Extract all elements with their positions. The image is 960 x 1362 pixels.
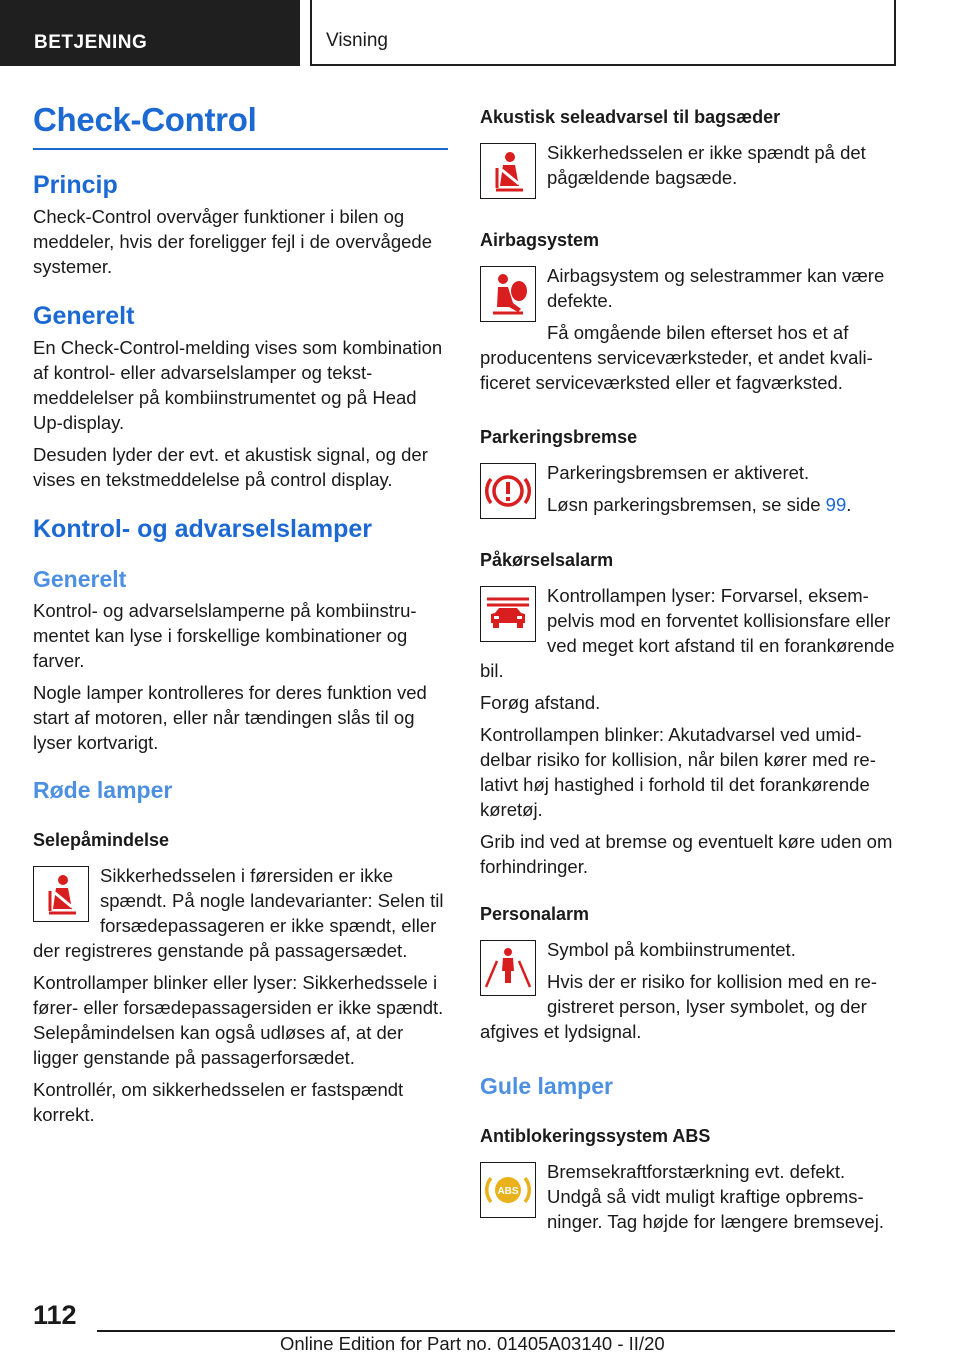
collision-paragraph-3: Kontrollampen blinker: Akutadvarsel ved umiddelbar risiko for kollision, når bilen kører med relativt høj hastighed i forhold til det forankørende køretøj. xyxy=(480,724,876,820)
lamp-abs xyxy=(480,1159,898,1241)
airbag-paragraph-1: Airbagsystem og selestrammer kan være defekte. xyxy=(547,265,885,311)
rear-paragraph-1: Sikkerhedsselen er ikke spændt på det pågældende bagsæde. xyxy=(547,142,866,188)
heading-princip: Princip xyxy=(33,171,118,199)
page-title: Check-Control xyxy=(33,100,448,150)
collision-paragraph-4: Grib ind ved at bremse og eventuelt køre uden om forhindringer. xyxy=(480,831,893,877)
abs-warning-icon xyxy=(480,1162,536,1218)
page-link-99[interactable]: 99 xyxy=(825,494,847,515)
rear-seatbelt-warning-icon xyxy=(480,143,536,199)
parking-brake-icon xyxy=(480,463,536,519)
heading-roede-lamper: Røde lamper xyxy=(33,777,173,803)
heading-personalarm: Personalarm xyxy=(480,904,590,924)
lamp-collision-warning xyxy=(480,583,898,690)
airbag-paragraph-2: Få omgående bilen efterset hos et af producentens serviceværksteder, et andet kvalificeret serviceværksted eller et fagværksted. xyxy=(480,322,873,393)
lamp-seatbelt xyxy=(33,863,448,970)
seatbelt-warning-icon xyxy=(33,866,89,922)
footer-divider xyxy=(97,1330,895,1332)
subheading-generelt: Generelt xyxy=(33,566,127,592)
heading-parkeringsbremse: Parkeringsbremse xyxy=(480,427,638,447)
seat-paragraph-2: Kontrollamper blinker eller lyser: Sikkerhedssele i fører- eller forsædepassagersiden er ikke spændt. Selepåmindelsen kan også udløses af, at der ligger genstande på passagerforsædet. xyxy=(33,972,444,1068)
princip-text: Check-Control overvåger funktioner i bilen og meddeler, hvis der foreligger fejl i de overvågede systemer. xyxy=(33,206,433,277)
seat-paragraph-1: Sikkerhedsselen i førersiden er ikke spændt. På nogle landevarianter: Selen til forsædepassageren er ikke spændt, eller der registreres genstande på passagersædet. xyxy=(33,865,444,961)
person-paragraph-2: Hvis der er risiko for kollision med en registreret person, lyser symbolet, og der afgives et lydsignal. xyxy=(480,971,878,1042)
heading-abs: Antiblokeringssystem ABS xyxy=(480,1126,711,1146)
left-column xyxy=(33,100,448,1134)
lamp-person-warning xyxy=(480,937,898,1051)
kontrol-paragraph-2: Nogle lamper kontrolleres for deres funktion ved start af motoren, eller når tændingen slås til og lyser kortvarigt. xyxy=(33,682,427,753)
heading-paakoerselsalarm: Påkørselsalarm xyxy=(480,550,614,570)
heading-gule-lamper: Gule lamper xyxy=(480,1073,613,1099)
collision-paragraph-2: Forøg afstand. xyxy=(480,692,601,713)
abs-paragraph-1: Bremsekraftforstærkning evt. defekt. Undgå så vidt muligt kraftige opbremsninger. Tag højde for længere bremsevej. xyxy=(547,1161,884,1232)
person-paragraph-1: Symbol på kombiinstrumentet. xyxy=(547,939,796,960)
page-number: 112 xyxy=(33,1300,77,1330)
lamp-airbag xyxy=(480,263,898,402)
collision-paragraph-1: Kontrollampen lyser: Forvarsel, eksempelvis mod en forventet kollisionsfare eller ved meget kort afstand til en forankørende bil. xyxy=(480,585,895,681)
svg-text:ABS: ABS xyxy=(497,1186,519,1197)
airbag-warning-icon xyxy=(480,266,536,322)
heading-airbag: Airbagsystem xyxy=(480,230,600,250)
subsection-label: Visning xyxy=(310,0,896,66)
heading-generelt: Generelt xyxy=(33,302,135,330)
generelt-paragraph-1: En Check-Control-melding vises som kombination af kontrol- eller advarselslamper og tekstmeddelelser på kombiinstrumentet og på Head Up-display. xyxy=(33,337,443,433)
lamp-rear-seatbelt xyxy=(480,140,898,205)
page-header xyxy=(0,0,960,66)
heading-rear-seatbelt: Akustisk seleadvarsel til bagsæder xyxy=(480,107,781,127)
person-warning-icon xyxy=(480,940,536,996)
heading-selepaamindelse: Selepåmindelse xyxy=(33,830,170,850)
collision-warning-icon xyxy=(480,586,536,642)
generelt-paragraph-2: Desuden lyder der evt. et akustisk signal, og der vises en tekstmeddelelse på control display. xyxy=(33,444,428,490)
right-column xyxy=(480,104,898,1241)
heading-kontrol: Kontrol- og advarselslamper xyxy=(33,515,372,543)
park-paragraph-1: Parkeringsbremsen er aktiveret. xyxy=(547,462,810,483)
footer-edition: Online Edition for Part no. 01405A03140 - II/20 xyxy=(280,1333,665,1354)
section-label: BETJENING xyxy=(0,0,300,66)
seat-paragraph-3: Kontrollér, om sikkerhedsselen er fastspændt korrekt. xyxy=(33,1079,404,1125)
kontrol-paragraph-1: Kontrol- og advarselslamperne på kombiinstrumentet kan lyse i forskellige kombinationer og farver. xyxy=(33,600,417,671)
lamp-parking-brake xyxy=(480,460,898,525)
park-paragraph-2: Løsn parkeringsbremsen, se side 99. xyxy=(547,494,852,515)
